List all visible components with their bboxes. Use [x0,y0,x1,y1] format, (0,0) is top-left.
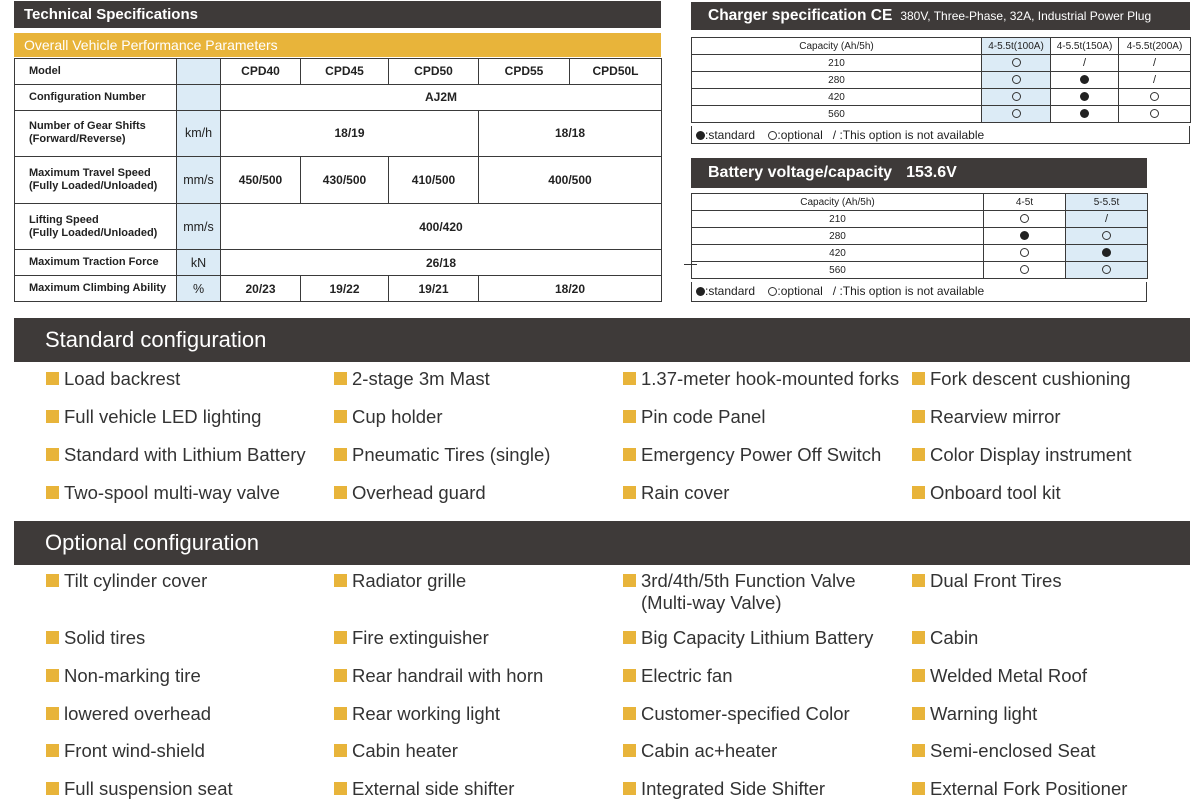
config-item-label-line2: (Multi-way Valve) [641,592,782,613]
status-cell [1066,245,1148,262]
bullet-square-icon [334,707,347,720]
bullet-square-icon [334,782,347,795]
header-cell: 5-5.5t [1066,194,1148,211]
status-cell [982,106,1051,123]
bullet-square-icon [46,410,59,423]
config-item-label: Dual Front Tires [930,570,1062,591]
value-cell: 20/23 [221,276,301,302]
charger-legend: :standard :optional / :This option is not available [691,126,1190,144]
bullet-square-icon [334,669,347,682]
unit-cell [177,84,221,110]
standard-dot-icon [1080,75,1089,84]
table-row [15,110,662,157]
row-label: Lifting Speed (Fully Loaded/Unloaded) [15,203,177,250]
table-header-row [692,194,1148,211]
optional-circle-icon [1012,92,1021,101]
optional-circle-icon [1102,265,1111,274]
bullet-square-icon [623,744,636,757]
status-cell [982,55,1051,72]
header-cell: Capacity (Ah/5h) [692,38,982,55]
tech-spec-title: Technical Specifications [14,1,661,28]
status-cell [1066,262,1148,279]
model-cell: CPD50 [389,59,479,85]
bullet-square-icon [334,744,347,757]
bullet-square-icon [334,410,347,423]
unit-cell: % [177,276,221,302]
bullet-square-icon [912,372,925,385]
optional-circle-icon [1012,75,1021,84]
config-item-label: Radiator grille [352,570,467,591]
row-label: Maximum Traction Force [15,250,177,276]
bullet-square-icon [46,669,59,682]
config-item-label: Rear working light [352,703,501,724]
not-available-mark: / [1104,213,1109,225]
config-item-label: Big Capacity Lithium Battery [641,627,874,648]
config-item-label: Overhead guard [352,482,486,503]
standard-dot-icon [696,287,705,296]
bullet-square-icon [912,631,925,644]
bullet-square-icon [623,707,636,720]
bullet-square-icon [623,782,636,795]
value-cell: 19/22 [301,276,389,302]
table-row [692,211,1148,228]
battery-voltage: 153.6V [906,164,957,181]
bullet-square-icon [912,782,925,795]
row-label: Maximum Climbing Ability [15,276,177,302]
config-item-label: 3rd/4th/5th Function Valve [641,570,856,591]
status-cell [984,211,1066,228]
bullet-square-icon [623,669,636,682]
model-cell: CPD40 [221,59,301,85]
config-item-label: Welded Metal Roof [930,665,1087,686]
value-cell: 18/18 [479,110,662,157]
charger-table [691,37,1191,123]
table-row [15,203,662,250]
table-row [692,72,1191,89]
capacity-cell: 210 [692,55,982,72]
standard-config-title: Standard configuration [14,318,1190,362]
config-item-label: Integrated Side Shifter [641,778,826,799]
optional-circle-icon [1102,231,1111,240]
config-item-label: Two-spool multi-way valve [64,482,280,503]
optional-circle-icon [1020,214,1029,223]
standard-dot-icon [696,131,705,140]
status-cell [984,245,1066,262]
config-item-label: Solid tires [64,627,146,648]
bullet-square-icon [912,448,925,461]
status-cell [1066,211,1148,228]
status-cell [1051,89,1119,106]
status-cell [984,262,1066,279]
status-cell [1051,106,1119,123]
config-item-label: Pin code Panel [641,406,766,427]
row-label: Maximum Travel Speed (Fully Loaded/Unloaded) [15,157,177,204]
not-available-mark: / [1152,74,1157,86]
status-cell [1119,72,1191,89]
value-cell: 450/500 [221,157,301,204]
header-cell: 4-5t [984,194,1066,211]
config-item-label: Tilt cylinder cover [64,570,208,591]
value-cell: 430/500 [301,157,389,204]
battery-title: Battery voltage/capacity [708,164,893,181]
row-label: Model [15,59,177,85]
not-available-mark: / [1082,57,1087,69]
config-item-label: Full vehicle LED lighting [64,406,262,427]
bullet-square-icon [623,448,636,461]
bullet-square-icon [912,744,925,757]
status-cell [1066,228,1148,245]
bullet-square-icon [46,448,59,461]
bullet-square-icon [334,486,347,499]
value-cell: AJ2M [221,84,662,110]
row-label: Number of Gear Shifts (Forward/Reverse) [15,110,177,157]
bullet-square-icon [912,574,925,587]
capacity-cell: 560 [692,106,982,123]
bullet-square-icon [912,410,925,423]
table-row [15,250,662,276]
tech-spec-subtitle: Overall Vehicle Performance Parameters [14,33,661,57]
table-header-row [692,38,1191,55]
status-cell [1119,89,1191,106]
bullet-square-icon [623,631,636,644]
table-row [692,106,1191,123]
table-row [692,55,1191,72]
unit-cell: mm/s [177,157,221,204]
optional-circle-icon [1150,109,1159,118]
unit-cell: kN [177,250,221,276]
table-row [15,84,662,110]
bullet-square-icon [334,574,347,587]
bullet-square-icon [623,574,636,587]
config-item-label: Front wind-shield [64,740,205,761]
config-item-label: Fire extinguisher [352,627,489,648]
bullet-square-icon [912,707,925,720]
config-item-label: Semi-enclosed Seat [930,740,1096,761]
value-cell: 400/500 [479,157,662,204]
config-item-label: Warning light [930,703,1038,724]
config-item-label: Cabin [930,627,979,648]
battery-title-bar [691,158,1147,188]
header-cell: 4-5.5t(200A) [1119,38,1191,55]
config-item-label: External side shifter [352,778,515,799]
bullet-square-icon [46,574,59,587]
config-item-label: Electric fan [641,665,733,686]
bullet-square-icon [623,486,636,499]
bullet-square-icon [46,744,59,757]
config-item-label: Emergency Power Off Switch [641,444,882,465]
bullet-square-icon [334,448,347,461]
not-available-mark: / [1152,57,1157,69]
unit-cell: mm/s [177,203,221,250]
bullet-square-icon [623,372,636,385]
battery-legend: :standard :optional / :This option is not available [691,282,1147,302]
battery-table [691,193,1148,279]
bullet-square-icon [46,486,59,499]
config-item-label: Rear handrail with horn [352,665,544,686]
optional-circle-icon [1020,248,1029,257]
unit-cell [177,59,221,85]
bullet-square-icon [334,631,347,644]
standard-dot-icon [1102,248,1111,257]
optional-circle-icon [1012,109,1021,118]
charger-title: Charger specification CE [708,7,893,24]
status-cell [1051,72,1119,89]
config-item-label: Fork descent cushioning [930,368,1131,389]
value-cell: 18/20 [479,276,662,302]
table-row [692,245,1148,262]
capacity-cell: 210 [692,211,984,228]
status-cell [984,228,1066,245]
value-cell: 18/19 [221,110,479,157]
config-item-label: Customer-specified Color [641,703,850,724]
value-cell: 19/21 [389,276,479,302]
table-row [692,228,1148,245]
capacity-cell: 420 [692,89,982,106]
config-item-label: 1.37-meter hook-mounted forks [641,368,900,389]
optional-circle-icon [1020,265,1029,274]
bullet-square-icon [46,707,59,720]
charger-title-bar [691,2,1190,30]
status-cell [1119,106,1191,123]
tech-spec-table [14,58,662,302]
table-row [15,59,662,85]
bullet-square-icon [46,782,59,795]
table-row [15,276,662,302]
status-cell [1051,55,1119,72]
bullet-square-icon [334,372,347,385]
config-item-label: Color Display instrument [930,444,1132,465]
value-cell: 26/18 [221,250,662,276]
optional-circle-icon [1150,92,1159,101]
charger-spec: 380V, Three-Phase, 32A, Industrial Power Plug [900,9,1152,23]
bullet-square-icon [912,486,925,499]
value-cell: 410/500 [389,157,479,204]
standard-dot-icon [1080,92,1089,101]
bullet-square-icon [46,372,59,385]
status-cell [982,72,1051,89]
status-cell [1119,55,1191,72]
value-cell: 400/420 [221,203,662,250]
divider [684,264,697,265]
header-cell: 4-5.5t(150A) [1051,38,1119,55]
config-item-label: Full suspension seat [64,778,233,799]
capacity-cell: 560 [692,262,984,279]
config-item-label: Onboard tool kit [930,482,1061,503]
bullet-square-icon [912,669,925,682]
config-item-label: Standard with Lithium Battery [64,444,306,465]
config-item-label: lowered overhead [64,703,212,724]
row-label: Configuration Number [15,84,177,110]
model-cell: CPD45 [301,59,389,85]
config-item-label: Cabin ac+heater [641,740,778,761]
config-item-label: Pneumatic Tires (single) [352,444,551,465]
optional-circle-icon [1012,58,1021,67]
model-cell: CPD50L [570,59,662,85]
capacity-cell: 280 [692,228,984,245]
standard-dot-icon [1080,109,1089,118]
header-cell: 4-5.5t(100A) [982,38,1051,55]
capacity-cell: 420 [692,245,984,262]
config-item-label: Cabin heater [352,740,458,761]
bullet-square-icon [46,631,59,644]
bullet-square-icon [623,410,636,423]
optional-config-title: Optional configuration [14,521,1190,565]
table-row [692,262,1148,279]
unit-cell: km/h [177,110,221,157]
model-cell: CPD55 [479,59,570,85]
standard-dot-icon [1020,231,1029,240]
table-row [15,157,662,204]
header-cell: Capacity (Ah/5h) [692,194,984,211]
config-item-label: Rearview mirror [930,406,1061,427]
config-item-label: Load backrest [64,368,181,389]
table-row [692,89,1191,106]
config-item-label: Rain cover [641,482,730,503]
config-item-label: Cup holder [352,406,443,427]
config-item-label: Non-marking tire [64,665,201,686]
config-item-label: 2-stage 3m Mast [352,368,490,389]
config-item-label: External Fork Positioner [930,778,1128,799]
status-cell [982,89,1051,106]
capacity-cell: 280 [692,72,982,89]
